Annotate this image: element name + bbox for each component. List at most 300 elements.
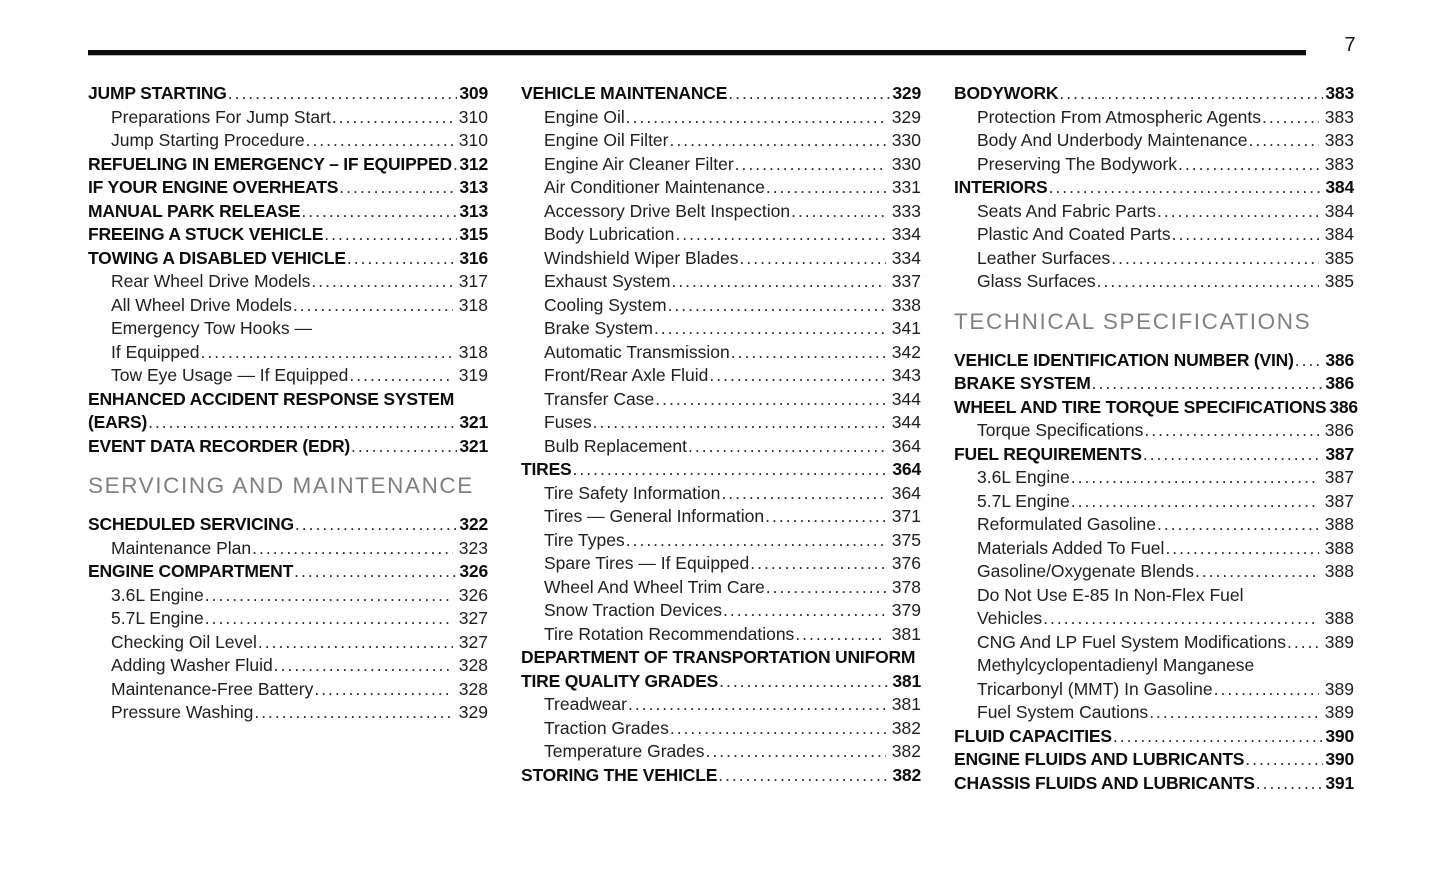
toc-entry-page: 326	[458, 584, 488, 605]
toc-entry-label: FUEL REQUIREMENTS	[954, 443, 1142, 464]
leader-dots	[1059, 82, 1323, 106]
toc-entry-label: Front/Rear Axle Fluid	[544, 365, 709, 385]
toc-entry-page: 375	[891, 529, 921, 550]
toc-entry	[954, 200, 1354, 224]
toc-entry-label: Exhaust System	[544, 271, 671, 291]
header-rule	[88, 50, 1306, 55]
toc-entry-page: 341	[891, 318, 921, 338]
toc-entry-page: 329	[892, 83, 921, 103]
leader-dots	[1157, 513, 1319, 537]
toc-entry-label: Automatic Transmission	[544, 341, 730, 362]
toc-entry-label: Engine Oil	[544, 106, 625, 127]
leader-dots	[573, 458, 891, 482]
toc-entry	[954, 466, 1354, 490]
toc-entry-label: CHASSIS FLUIDS AND LUBRICANTS	[954, 772, 1255, 793]
toc-entry-page: 344	[891, 412, 921, 432]
toc-entry	[954, 748, 1354, 772]
leader-dots	[1245, 748, 1323, 772]
leader-dots	[1149, 701, 1319, 725]
toc-entry	[521, 435, 921, 459]
leader-dots	[301, 200, 457, 224]
leader-dots	[1256, 772, 1324, 796]
leader-dots	[252, 537, 453, 561]
toc-entry-label: Materials Added To Fuel	[977, 537, 1165, 558]
toc-entry	[521, 505, 921, 529]
toc-entry-page: 382	[891, 717, 921, 738]
toc-entry-label: Gasoline/Oxygenate Blends	[977, 561, 1194, 581]
leader-dots	[671, 270, 885, 294]
leader-dots	[766, 576, 886, 600]
toc-entry	[954, 678, 1354, 702]
leader-dots	[718, 764, 890, 788]
toc-entry-label: Snow Traction Devices	[544, 600, 722, 620]
toc-entry-page: 321	[459, 412, 488, 432]
toc-entry-label: Preparations For Jump Start	[111, 106, 331, 127]
toc-entry-page: 388	[1324, 514, 1354, 534]
toc-entry-page: 318	[458, 294, 488, 315]
toc-entry-label: Tire Safety Information	[544, 482, 721, 503]
leader-dots	[688, 435, 886, 459]
toc-entry-label: Tricarbonyl (MMT) In Gasoline	[977, 678, 1213, 699]
toc-entry	[954, 584, 1354, 608]
toc-entry	[88, 435, 488, 459]
toc-entry-label: Traction Grades	[544, 717, 669, 738]
toc-entry	[88, 341, 488, 365]
toc-entry-page: 310	[458, 106, 488, 127]
toc-entry	[954, 537, 1354, 561]
leader-dots	[148, 411, 457, 435]
toc-entry-page: 390	[1325, 749, 1354, 769]
toc-entry-label: Emergency Tow Hooks —	[111, 318, 313, 338]
toc-entry-page: 318	[458, 341, 488, 362]
leader-dots	[1195, 560, 1319, 584]
leader-dots	[205, 584, 453, 608]
toc-entry-label: If Equipped	[111, 341, 200, 362]
leader-dots	[709, 364, 885, 388]
toc-entry-page: 329	[891, 106, 921, 127]
toc-entry-label: Rear Wheel Drive Models	[111, 271, 311, 291]
toc-entry-page: 337	[891, 271, 921, 291]
toc-entry-page: 312	[459, 153, 488, 174]
toc-entry-label: ENHANCED ACCIDENT RESPONSE SYSTEM	[88, 388, 455, 409]
toc-entry-page: 327	[458, 608, 488, 628]
leader-dots	[254, 701, 452, 725]
toc-entry-page: 379	[891, 600, 921, 620]
toc-entry-page: 333	[891, 200, 921, 221]
leader-dots	[719, 670, 890, 694]
toc-entry-label: FREEING A STUCK VEHICLE	[88, 224, 324, 244]
toc-entry	[521, 153, 921, 177]
leader-dots	[349, 364, 452, 388]
toc-entry	[521, 341, 921, 365]
leader-dots	[1049, 176, 1324, 200]
toc-entry-label: TOWING A DISABLED VEHICLE	[88, 247, 346, 268]
toc-entry-page: 386	[1329, 396, 1358, 417]
toc-entry	[88, 223, 488, 247]
toc-entry	[521, 764, 921, 788]
toc-entry-label: INTERIORS	[954, 177, 1048, 197]
leader-dots	[728, 82, 890, 106]
toc-entry	[88, 82, 488, 106]
toc-entry-page: 319	[458, 365, 488, 385]
leader-dots	[1214, 678, 1319, 702]
toc-entry-label: Tow Eye Usage — If Equipped	[111, 365, 349, 385]
toc-entry-label: TIRE QUALITY GRADES	[521, 670, 719, 691]
toc-entry	[88, 153, 488, 177]
page-number: 7	[1344, 34, 1356, 56]
toc-entry-page: 328	[458, 655, 488, 675]
toc-entry-page: 388	[1324, 537, 1354, 558]
leader-dots	[1071, 490, 1319, 514]
toc-entry-label: Fuel System Cautions	[977, 702, 1149, 722]
toc-entry	[954, 270, 1354, 294]
toc-entry	[954, 631, 1354, 655]
toc-entry	[88, 200, 488, 224]
toc-entry-label: 5.7L Engine	[977, 490, 1070, 511]
toc-entry-page: 364	[892, 459, 921, 479]
toc-entry-label: Preserving The Bodywork	[977, 153, 1178, 174]
toc-entry	[521, 294, 921, 318]
toc-entry-label: Brake System	[544, 318, 653, 338]
toc-entry	[954, 372, 1354, 396]
toc-entry	[88, 106, 488, 130]
toc-entry	[88, 678, 488, 702]
toc-entry-label: WHEEL AND TIRE TORQUE SPECIFICATIONS	[954, 396, 1327, 417]
toc-entry-label: Plastic And Coated Parts	[977, 224, 1171, 244]
leader-dots	[675, 223, 885, 247]
toc-entry-label: ENGINE COMPARTMENT	[88, 561, 294, 581]
toc-entry	[521, 411, 921, 435]
toc-entry-page: 383	[1324, 106, 1354, 127]
toc-entry-page: 390	[1325, 725, 1354, 746]
toc-entry-label: BODYWORK	[954, 83, 1059, 103]
toc-entry-page: 381	[891, 694, 921, 714]
toc-entry-page: 342	[891, 341, 921, 362]
toc-entry-page: 364	[891, 482, 921, 503]
toc-column-3	[954, 82, 1358, 795]
toc-entry	[521, 482, 921, 506]
toc-entry-label: Cooling System	[544, 294, 667, 315]
toc-entry	[954, 513, 1354, 537]
toc-entry-page: 326	[459, 561, 488, 581]
toc-entry-label: Air Conditioner Maintenance	[544, 177, 765, 197]
leader-dots	[347, 247, 458, 271]
toc-entry-label: VEHICLE IDENTIFICATION NUMBER (VIN)	[954, 349, 1294, 370]
toc-entry-page: 378	[891, 576, 921, 597]
toc-entry-page: 328	[458, 678, 488, 699]
toc-entry-page: 321	[459, 435, 488, 456]
toc-entry-label: Engine Air Cleaner Filter	[544, 153, 734, 174]
leader-dots	[723, 599, 886, 623]
toc-entry-page: 382	[891, 741, 921, 761]
toc-entry-label: Checking Oil Level	[111, 631, 257, 652]
toc-entry-page: 388	[1324, 608, 1354, 628]
toc-entry-label: Tire Rotation Recommendations	[544, 623, 795, 644]
toc-entry-page: 330	[891, 130, 921, 150]
leader-dots	[1144, 419, 1318, 443]
toc-entry-page: 388	[1324, 561, 1354, 581]
leader-dots	[258, 631, 453, 655]
toc-entry	[521, 552, 921, 576]
leader-dots	[670, 717, 886, 741]
leader-dots	[706, 740, 886, 764]
toc-entry-page: 389	[1324, 702, 1354, 722]
toc-entry	[521, 717, 921, 741]
toc-entry-page: 338	[891, 294, 921, 315]
leader-dots	[339, 176, 457, 200]
toc-entry	[954, 396, 1358, 420]
toc-section-header: TECHNICAL SPECIFICATIONS	[954, 308, 1312, 334]
toc-entry-label: Adding Washer Fluid	[111, 655, 273, 675]
toc-entry-label: Engine Oil Filter	[544, 130, 669, 150]
leader-dots	[306, 129, 453, 153]
toc-entry	[521, 670, 921, 694]
toc-entry-page: 315	[459, 224, 488, 244]
leader-dots	[740, 247, 886, 271]
toc-entry	[88, 247, 488, 271]
toc-entry-label: Accessory Drive Belt Inspection	[544, 200, 791, 221]
toc-entry	[521, 247, 921, 271]
toc-entry	[954, 419, 1354, 443]
toc-entry	[521, 388, 921, 412]
leader-dots	[1111, 247, 1319, 271]
toc-entry-page: 323	[458, 537, 488, 558]
toc-entry	[88, 129, 488, 153]
toc-entry-label: DEPARTMENT OF TRANSPORTATION UNIFORM	[521, 647, 916, 667]
leader-dots	[332, 106, 453, 130]
toc-entry-page: 384	[1324, 224, 1354, 244]
toc-entry-page: 344	[891, 388, 921, 409]
toc-entry	[954, 701, 1354, 725]
toc-entry-label: CNG And LP Fuel System Modifications	[977, 631, 1286, 652]
toc-entry-label: ENGINE FLUIDS AND LUBRICANTS	[954, 749, 1245, 769]
toc-entry-label: Spare Tires — If Equipped	[544, 553, 750, 573]
toc-entry-label: SCHEDULED SERVICING	[88, 514, 294, 534]
table-of-contents	[88, 82, 1358, 795]
leader-dots	[731, 341, 886, 365]
toc-entry	[521, 106, 921, 130]
toc-entry-label: Torque Specifications	[977, 420, 1144, 440]
toc-entry	[88, 388, 488, 412]
toc-entry-page: 385	[1324, 247, 1354, 268]
toc-entry-label: Windshield Wiper Blades	[544, 247, 739, 268]
toc-column-1	[88, 82, 488, 795]
toc-entry-label: Protection From Atmospheric Agents	[977, 106, 1262, 127]
toc-entry	[521, 82, 921, 106]
leader-dots	[228, 82, 458, 106]
leader-dots	[1097, 270, 1319, 294]
toc-entry-page: 387	[1324, 467, 1354, 487]
toc-entry	[521, 646, 921, 670]
toc-entry-label: EVENT DATA RECORDER (EDR)	[88, 435, 351, 456]
leader-dots	[1262, 106, 1319, 130]
toc-entry	[521, 623, 921, 647]
toc-entry-label: TIRES	[521, 459, 572, 479]
toc-entry-page: 387	[1325, 443, 1354, 464]
toc-entry-page: 382	[892, 764, 921, 785]
leader-dots	[1287, 631, 1319, 655]
leader-dots	[351, 435, 457, 459]
toc-entry-label: Fuses	[544, 412, 592, 432]
toc-entry-page: 331	[891, 177, 921, 197]
toc-entry-label: 3.6L Engine	[111, 584, 204, 605]
toc-entry	[954, 247, 1354, 271]
toc-entry-label: Reformulated Gasoline	[977, 514, 1156, 534]
toc-entry-label: STORING THE VEHICLE	[521, 764, 718, 785]
toc-entry	[88, 607, 488, 631]
leader-dots	[668, 294, 886, 318]
toc-entry	[88, 176, 488, 200]
toc-entry	[521, 223, 921, 247]
toc-entry	[521, 200, 921, 224]
leader-dots	[1157, 200, 1319, 224]
toc-entry	[521, 576, 921, 600]
leader-dots	[626, 529, 886, 553]
leader-dots	[721, 482, 885, 506]
toc-entry-label: (EARS)	[88, 412, 148, 432]
toc-entry	[88, 631, 488, 655]
toc-entry	[521, 458, 921, 482]
toc-entry-page: 387	[1324, 490, 1354, 511]
toc-entry-label: Seats And Fabric Parts	[977, 200, 1156, 221]
toc-entry-page: 343	[891, 365, 921, 385]
toc-entry-page: 322	[459, 514, 488, 534]
leader-dots	[765, 505, 886, 529]
leader-dots	[670, 129, 886, 153]
leader-dots	[750, 552, 886, 576]
toc-entry	[88, 537, 488, 561]
toc-entry-label: Temperature Grades	[544, 741, 705, 761]
toc-entry	[954, 153, 1354, 177]
leader-dots	[655, 388, 886, 412]
toc-entry-page: 386	[1324, 420, 1354, 440]
toc-entry-page: 386	[1325, 373, 1354, 393]
toc-entry	[88, 364, 488, 388]
toc-entry-page: 383	[1324, 153, 1354, 174]
toc-entry-page: 327	[458, 631, 488, 652]
toc-entry	[88, 317, 488, 341]
toc-entry-label: 3.6L Engine	[977, 467, 1070, 487]
leader-dots	[735, 153, 886, 177]
toc-entry	[88, 270, 488, 294]
toc-entry	[954, 443, 1354, 467]
toc-entry-label: MANUAL PARK RELEASE	[88, 200, 301, 221]
toc-entry-page: 334	[891, 224, 921, 244]
toc-entry-label: Wheel And Wheel Trim Care	[544, 576, 765, 597]
toc-entry-label: Leather Surfaces	[977, 247, 1111, 268]
toc-entry	[954, 129, 1354, 153]
toc-entry-label: IF YOUR ENGINE OVERHEATS	[88, 177, 339, 197]
toc-entry-page: 313	[459, 177, 488, 197]
toc-entry-label: 5.7L Engine	[111, 608, 204, 628]
toc-entry	[521, 317, 921, 341]
toc-entry-label: Body Lubrication	[544, 224, 675, 244]
leader-dots	[1248, 129, 1318, 153]
toc-entry-label: All Wheel Drive Models	[111, 294, 292, 315]
toc-entry-page: 330	[891, 153, 921, 174]
leader-dots	[294, 560, 457, 584]
toc-entry	[954, 349, 1354, 373]
toc-entry	[954, 725, 1354, 749]
leader-dots	[1071, 466, 1319, 490]
toc-entry	[954, 490, 1354, 514]
leader-dots	[795, 623, 885, 647]
toc-entry	[521, 740, 921, 764]
leader-dots	[1092, 372, 1324, 396]
toc-entry-label: Tire Types	[544, 529, 625, 550]
toc-entry-label: Maintenance-Free Battery	[111, 678, 314, 699]
toc-entry-label: VEHICLE MAINTENANCE	[521, 83, 728, 103]
toc-entry	[954, 82, 1354, 106]
leader-dots	[654, 317, 886, 341]
toc-entry	[88, 294, 488, 318]
toc-entry-page: 381	[891, 623, 921, 644]
leader-dots	[1143, 443, 1324, 467]
toc-entry-page: 386	[1325, 349, 1354, 370]
toc-entry-page: 385	[1324, 271, 1354, 291]
toc-entry	[88, 560, 488, 584]
leader-dots	[628, 693, 886, 717]
toc-entry-page: 317	[458, 271, 488, 291]
toc-entry-page: 383	[1325, 83, 1354, 103]
toc-entry	[954, 106, 1354, 130]
toc-entry-label: Maintenance Plan	[111, 537, 252, 558]
toc-entry-page: 310	[458, 130, 488, 150]
toc-section-header: SERVICING AND MAINTENANCE	[88, 473, 474, 498]
toc-entry-page: 309	[459, 83, 488, 103]
toc-entry	[954, 607, 1354, 631]
toc-entry	[521, 599, 921, 623]
leader-dots	[274, 654, 453, 678]
toc-entry-label: Vehicles	[977, 608, 1043, 628]
toc-entry-label: Transfer Case	[544, 388, 655, 409]
toc-entry	[88, 513, 488, 537]
toc-entry	[521, 129, 921, 153]
toc-entry-label: Treadwear	[544, 694, 627, 714]
toc-entry-label: Body And Underbody Maintenance	[977, 130, 1248, 150]
toc-entry-page: 329	[458, 702, 488, 722]
leader-dots	[293, 294, 453, 318]
toc-entry-label: BRAKE SYSTEM	[954, 373, 1091, 393]
toc-entry-page: 384	[1325, 177, 1354, 197]
toc-entry	[521, 176, 921, 200]
leader-dots	[314, 678, 452, 702]
leader-dots	[1113, 725, 1324, 749]
toc-entry-page: 316	[459, 247, 488, 268]
toc-entry-label: Methylcyclopentadienyl Manganese	[977, 655, 1255, 675]
leader-dots	[1172, 223, 1319, 247]
toc-entry-label: Bulb Replacement	[544, 435, 687, 456]
toc-entry-page: 381	[892, 670, 921, 691]
toc-entry	[521, 529, 921, 553]
toc-entry	[521, 270, 921, 294]
toc-entry	[88, 654, 488, 678]
leader-dots	[295, 513, 457, 537]
leader-dots	[453, 153, 457, 177]
toc-entry	[88, 701, 488, 725]
toc-entry	[88, 584, 488, 608]
leader-dots	[1295, 349, 1324, 373]
toc-entry	[954, 654, 1354, 678]
toc-entry	[88, 411, 488, 435]
toc-entry-page: 376	[891, 553, 921, 573]
toc-entry-label: JUMP STARTING	[88, 83, 227, 103]
toc-entry-label: REFUELING IN EMERGENCY – IF EQUIPPED	[88, 153, 452, 174]
toc-entry	[954, 772, 1354, 796]
toc-entry-label: FLUID CAPACITIES	[954, 725, 1112, 746]
leader-dots	[1165, 537, 1318, 561]
toc-entry-page: 383	[1324, 130, 1354, 150]
